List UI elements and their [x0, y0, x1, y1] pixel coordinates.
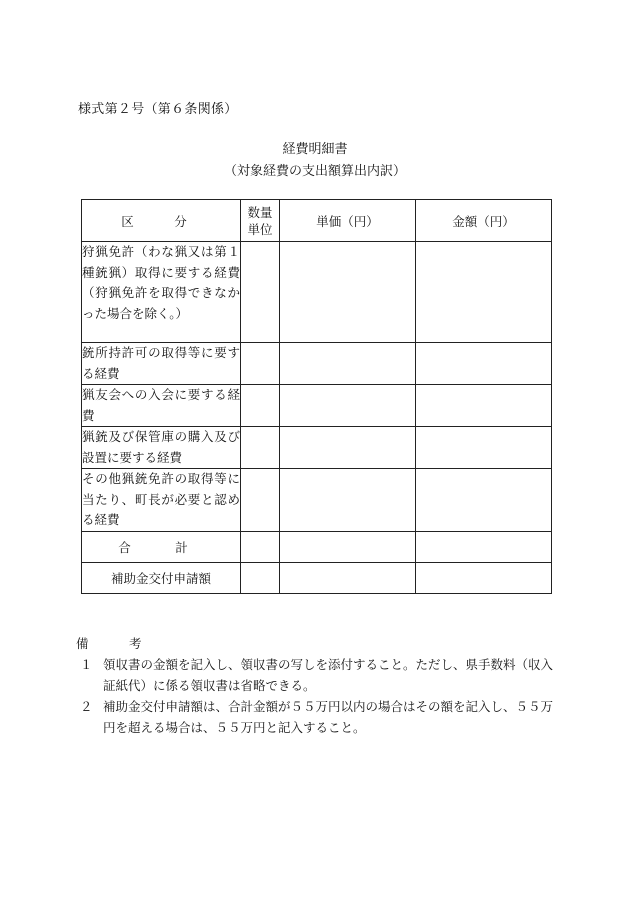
amount-cell[interactable] [416, 385, 552, 427]
total-quantity-cell[interactable] [241, 531, 280, 562]
table-header-row [82, 200, 552, 242]
note-item [76, 696, 556, 738]
note-text: 補助金交付申請額は、合計金額が５５万円以内の場合はその額を記入し、５５万円を超える場合は、５５万円と記入すること。 [103, 699, 554, 735]
unit-price-cell[interactable] [280, 385, 416, 427]
quantity-cell[interactable] [241, 343, 280, 385]
amount-cell[interactable] [416, 343, 552, 385]
application-amount-cell[interactable] [416, 562, 552, 593]
note-number: ２ [80, 699, 93, 714]
table-row [82, 343, 552, 385]
note-text: 領収書の金額を記入し、領収書の写しを添付すること。ただし、県手数料（収入証紙代）に係る領収書は省略できる。 [103, 657, 554, 693]
table-row [82, 469, 552, 532]
header-quantity: 数量 [247, 204, 273, 220]
amount-cell[interactable] [416, 427, 552, 469]
total-label: 合 計 [82, 531, 241, 562]
header-quantity-unit [241, 200, 280, 242]
amount-cell[interactable] [416, 469, 552, 532]
document-subtitle: （対象経費の支出額算出内訳） [223, 164, 406, 179]
notes-title: 備 考 [76, 636, 156, 651]
unit-price-cell[interactable] [280, 469, 416, 532]
header-category: 区 分 [82, 200, 241, 242]
amount-cell[interactable] [416, 242, 552, 343]
row-label: 銃所持許可の取得等に要する経費 [82, 343, 241, 385]
note-item [76, 654, 556, 696]
quantity-cell[interactable] [241, 242, 280, 343]
quantity-cell[interactable] [241, 469, 280, 532]
form-number-label: 様式第２号（第６条関係） [78, 102, 238, 117]
quantity-cell[interactable] [241, 427, 280, 469]
application-quantity-cell[interactable] [241, 562, 280, 593]
total-amount-cell[interactable] [416, 531, 552, 562]
header-amount: 金額（円） [416, 200, 552, 242]
notes-section [76, 633, 554, 735]
note-number: １ [80, 657, 93, 672]
table-row [82, 427, 552, 469]
unit-price-cell[interactable] [280, 427, 416, 469]
header-unit-price: 単価（円） [280, 200, 416, 242]
application-unit-price-cell[interactable] [280, 562, 416, 593]
row-label: 猟友会への入会に要する経費 [82, 385, 241, 427]
row-label: 狩猟免許（わな猟又は第１種銃猟）取得に要する経費（狩猟免許を取得できなかった場合を除く。） [82, 242, 241, 343]
header-unit: 単位 [247, 221, 273, 237]
unit-price-cell[interactable] [280, 242, 416, 343]
expense-detail-table [81, 199, 552, 594]
table-row [82, 385, 552, 427]
row-label: 猟銃及び保管庫の購入及び設置に要する経費 [82, 427, 241, 469]
total-unit-price-cell[interactable] [280, 531, 416, 562]
total-row [82, 531, 552, 562]
application-amount-row [82, 562, 552, 593]
table-row [82, 242, 552, 343]
application-amount-label: 補助金交付申請額 [82, 562, 241, 593]
document-title: 経費明細書 [282, 142, 348, 157]
row-label: その他猟銃免許の取得等に当たり、町長が必要と認める経費 [82, 469, 241, 532]
unit-price-cell[interactable] [280, 343, 416, 385]
quantity-cell[interactable] [241, 385, 280, 427]
